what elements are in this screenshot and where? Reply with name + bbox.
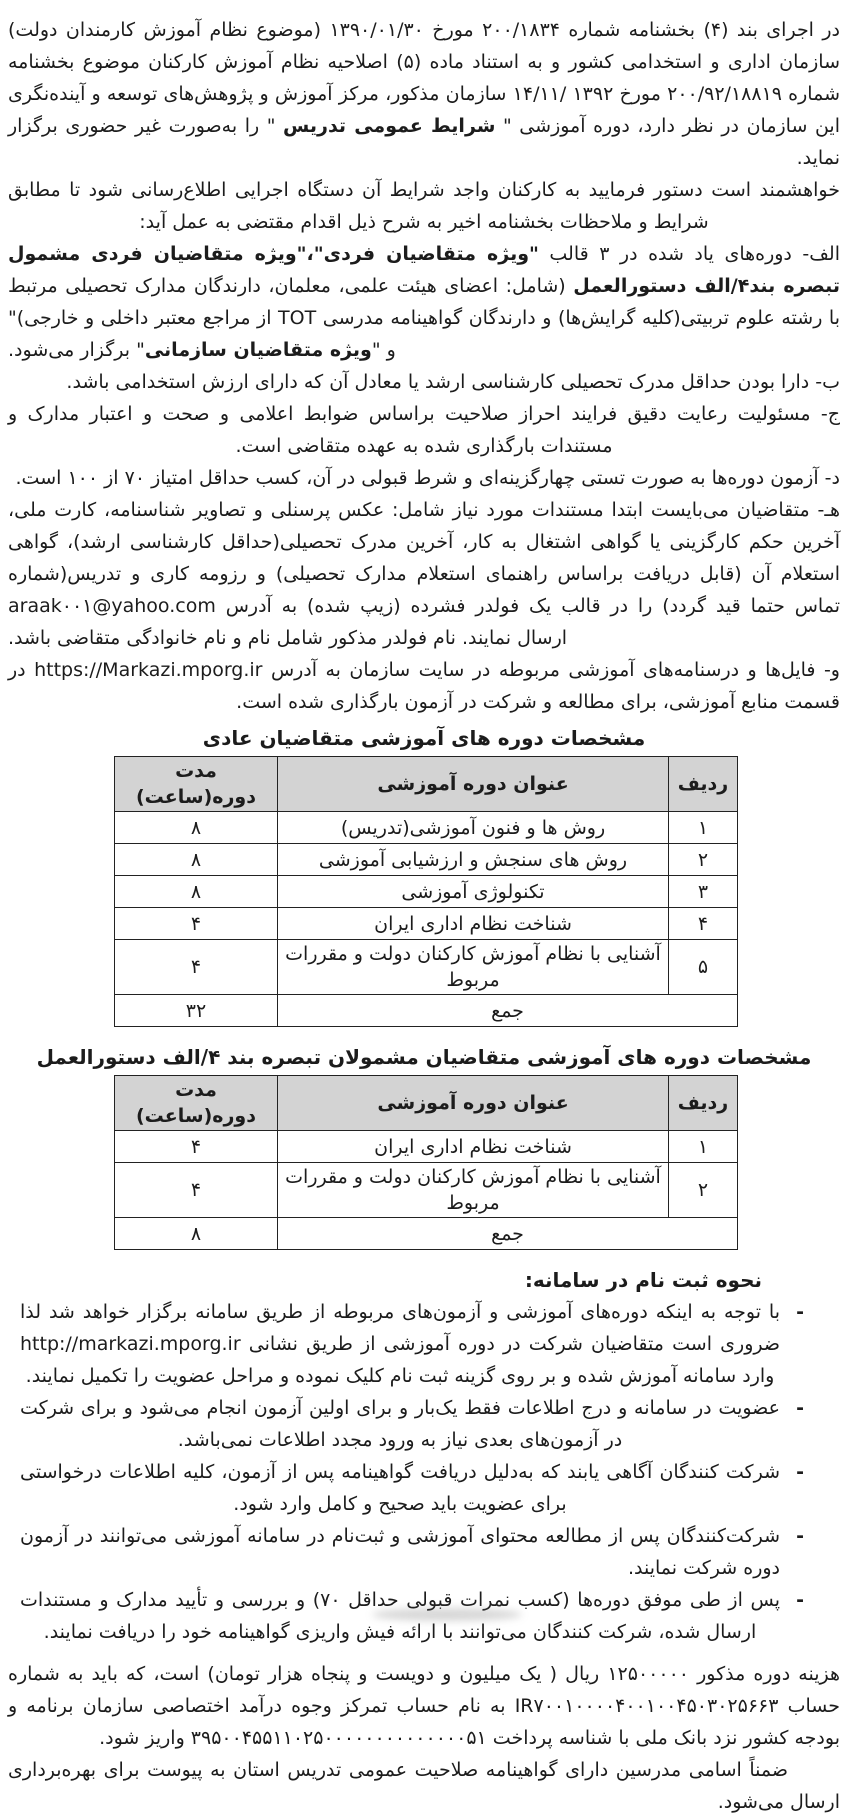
course-title-cell: شناخت نظام اداری ایران [278,908,669,940]
intro-paragraph [8,14,840,174]
header-row-number: ردیف [669,757,738,812]
text-run: هـ- متقاضیان می‌بایست ابتدا مستندات مورد نیاز شامل: عکس پرسنلی و تصاویر شناسنامه، کارت ملی، آخرین حکم کارگزینی یا گواهی اشتغال به کار، آخرین مدرک تحصیلی(حداقل کارشناسی ارشد)، گواهی استعلام آن (قابل دریافت براساس راهنمای استعلام مدارک تحصیلی) و رزومه کاری و تدریس(شماره تماس حتما قید گردد) را در قالب یک فولدر فشرده (زیپ شده) به آدرس araak۰۰۱@yahoo.com ارسال نمایند. نام فولدر مذکور شامل نام و نام خانوادگی متقاضی باشد. [8,499,840,649]
duration-cell: ۴ [115,908,278,940]
row-number-cell: ۴ [669,908,738,940]
bullet-list [8,1296,840,1648]
header-duration: مدت دوره(ساعت) [115,1076,278,1131]
table-row [115,1131,738,1163]
course-title-cell: شناخت نظام اداری ایران [278,1131,669,1163]
item-alef-paragraph [8,238,840,366]
total-label-cell: جمع [278,995,738,1027]
header-duration: مدت دوره(ساعت) [115,757,278,812]
table-row [115,844,738,876]
table1-title: مشخصات دوره های آموزشی متقاضیان عادی [202,726,646,750]
total-value-cell: ۸ [115,1218,278,1250]
row-number-cell: ۱ [669,812,738,844]
bullet-text: با توجه به اینکه دوره‌های آموزشی و آزمون‌های مربوطه از طریق سامانه برگزار خواهد شد لذا ضروری است متقاضیان شرکت در دوره آموزشی از طریق نشانی http://markazi.mporg.ir وارد سامانه آموزش شده و بر روی گزینه ثبت نام کلیک نموده و مراحل عضویت را تکمیل نمایند. [20,1301,780,1387]
text-run: ب- دارا بودن حداقل مدرک تحصیلی کارشناسی ارشد یا معادل آن که دارای ارزش استخدامی باشد. [66,371,840,393]
header-course-title: عنوان دوره آموزشی [278,1076,669,1131]
item-dal-paragraph [8,462,840,494]
course-title-cell: تکنولوژی آموزشی [278,876,669,908]
dash-marker: - [796,1589,804,1611]
text-run: و- فایل‌ها و درسنامه‌های آموزشی مربوطه در سایت سازمان به آدرس https://Markazi.mporg.ir در قسمت منابع آموزشی، برای مطالعه و شرکت در آزمون بارگذاری شده است. [8,659,840,713]
bullet-text: پس از طی موفق دوره‌ها (کسب نمرات قبولی حداقل ۷۰) و بررسی و تأیید مدارک و مستندات ارسال شده، شرکت کنندگان می‌توانند با ارائه فیش واریزی گواهینامه خود را دریافت نمایند. [20,1589,780,1643]
total-row [115,995,738,1027]
table2-title: مشخصات دوره های آموزشی متقاضیان مشمولان تبصره بند ۴/الف دستورالعمل [36,1045,812,1069]
scan-artifact [372,1608,522,1621]
duration-cell: ۸ [115,844,278,876]
fee-paragraph [8,1658,840,1754]
text-run: ج- مسئولیت رعایت دقیق فرایند احراز صلاحیت براساس ضوابط اعلامی و صحت و اعتبار مدارک و مستندات بارگذاری شده به عهده متقاضی است. [8,403,840,457]
duration-cell: ۴ [115,1163,278,1218]
header-course-title: عنوان دوره آموزشی [278,757,669,812]
registration-heading: نحوه ثبت نام در سامانه: [524,1268,762,1292]
course-title-cell: آشنایی با نظام آموزش کارکنان دولت و مقررات مربوط [278,940,669,995]
text-run: د- آزمون دوره‌ها به صورت تستی چهارگزینه‌ای و شرط قبولی در آن، کسب حداقل امتیاز ۷۰ از ۱۰۰ است. [15,467,840,489]
bullet-text: شرکت کنندگان آگاهی یابند که به‌دلیل دریافت گواهینامه پس از آزمون، کلیه اطلاعات درخواستی برای عضویت باید صحیح و کامل وارد شود. [20,1461,780,1515]
duration-cell: ۴ [115,940,278,995]
total-row [115,1218,738,1250]
row-number-cell: ۱ [669,1131,738,1163]
dash-marker: - [796,1301,804,1323]
item-be-paragraph [8,366,840,398]
table-row [115,908,738,940]
text-run: خواهشمند است دستور فرمایید به کارکنان واجد شرایط آن دستگاه اجرایی اطلاع‌رسانی شود تا مطابق شرایط و ملاحظات بخشنامه اخیر به شرح ذیل اقدام مقتضی به عمل آید: [8,179,840,233]
bullet-item [8,1456,840,1520]
item-he-paragraph [8,494,840,654]
course-title-cell: روش ها و فنون آموزشی(تدریس) [278,812,669,844]
text-run: هزینه دوره مذکور ۱۲۵۰۰۰۰۰ ریال ( یک میلیون و دویست و پنجاه هزار تومان) است، که باید به شماره حساب IR۷۰۰۱۰۰۰۰۴۰۰۱۰۰۴۵۰۳۰۲۵۶۶۳ به نام حساب تمرکز وجوه درآمد اختصاصی سازمان برنامه و بودجه کشور نزد بانک ملی با شناسه پرداخت ۳۹۵۰۰۴۵۵۱۱۰۲۵۰۰۰۰۰۰۰۰۰۰۰۰۰۰۵۱ واریز شود. [8,1663,840,1749]
bullet-text: عضویت در سامانه و درج اطلاعات فقط یک‌بار و برای اولین آزمون انجام می‌شود و برای شرکت در آزمون‌های بعدی نیاز به ورود مجدد اطلاعات نمی‌باشد. [20,1397,780,1451]
table-header-row [115,757,738,812]
table-row [115,876,738,908]
courses-table-normal [114,756,738,1027]
bullet-text: شرکت‌کنندگان پس از مطالعه محتوای آموزشی و ثبت‌نام در سامانه آموزشی می‌توانند در آزمون دوره شرکت نمایند. [20,1525,780,1579]
table-row [115,812,738,844]
bold-text-run: شرایط عمومی تدریس [283,115,496,137]
text-run: " برگزار می‌شود. [8,339,145,361]
duration-cell: ۸ [115,876,278,908]
dash-marker: - [796,1461,804,1483]
dash-marker: - [796,1397,804,1419]
course-title-cell: روش های سنجش و ارزشیابی آموزشی [278,844,669,876]
text-run: در اجرای بند (۴) بخشنامه شماره ۲۰۰/۱۸۳۴ مورخ ۱۳۹۰/۰۱/۳۰ (موضوع نظام آموزش کارمندان دولت) سازمان اداری و استخدامی کشور و به استناد ماده (۵) اصلاحیه نظام آموزش کارکنان موضوع بخشنامه شماره ۲۰۰/۹۲/۱۸۸۱۹ مورخ ‪۱۴/۱۱/ ۱۳۹۲‬ سازمان مذکور، مرکز آموزش و پژوهش‌های توسعه و آینده‌نگری این سازمان در نظر دارد، دوره آموزشی " [8,19,841,137]
dash-marker: - [796,1525,804,1547]
row-number-cell: ۵ [669,940,738,995]
text-run: ضمناً اسامی مدرسین دارای گواهینامه صلاحیت عمومی تدریس استان به پیوست برای بهره‌برداری ارسال می‌شود. [8,1759,840,1813]
text-run: " را به‌صورت غیر حضوری برگزار نماید. [8,115,840,169]
request-paragraph [8,174,840,238]
closing-paragraph [8,1754,840,1818]
duration-cell: ۴ [115,1131,278,1163]
item-vav-paragraph [8,654,840,718]
table-header-row [115,1076,738,1131]
duration-cell: ۸ [115,812,278,844]
row-number-cell: ۳ [669,876,738,908]
table-row [115,1163,738,1218]
table-row [115,940,738,995]
bullet-item [8,1296,840,1392]
bullet-item [8,1392,840,1456]
table2-body [115,1131,738,1250]
bold-text-run: "ویژه متقاضیان فردی"،"ویژه متقاضیان فردی مشمول تبصره بند۴/الف دستورالعمل [8,243,840,297]
row-number-cell: ۲ [669,844,738,876]
bold-text-run: ویژه متقاضیان سازمانی [144,339,372,361]
item-jim-paragraph [8,398,840,462]
total-label-cell: جمع [278,1218,738,1250]
course-title-cell: آشنایی با نظام آموزش کارکنان دولت و مقررات مربوط [278,1163,669,1218]
text-run: (شامل: اعضای هیئت علمی، معلمان، دارندگان مدارک تحصیلی مرتبط با رشته علوم تربیتی(کلیه گرایش‌ها) و دارندگان گواهینامه مدرسی TOT از مراجع معتبر داخلی و خارجی)" و " [8,275,840,361]
table1-body [115,812,738,1027]
total-value-cell: ۳۲ [115,995,278,1027]
header-row-number: ردیف [669,1076,738,1131]
text-run: الف- دوره‌های یاد شده در ۳ قالب [538,243,840,265]
courses-table-exempt [114,1075,738,1250]
row-number-cell: ۲ [669,1163,738,1218]
bullet-item [8,1520,840,1584]
